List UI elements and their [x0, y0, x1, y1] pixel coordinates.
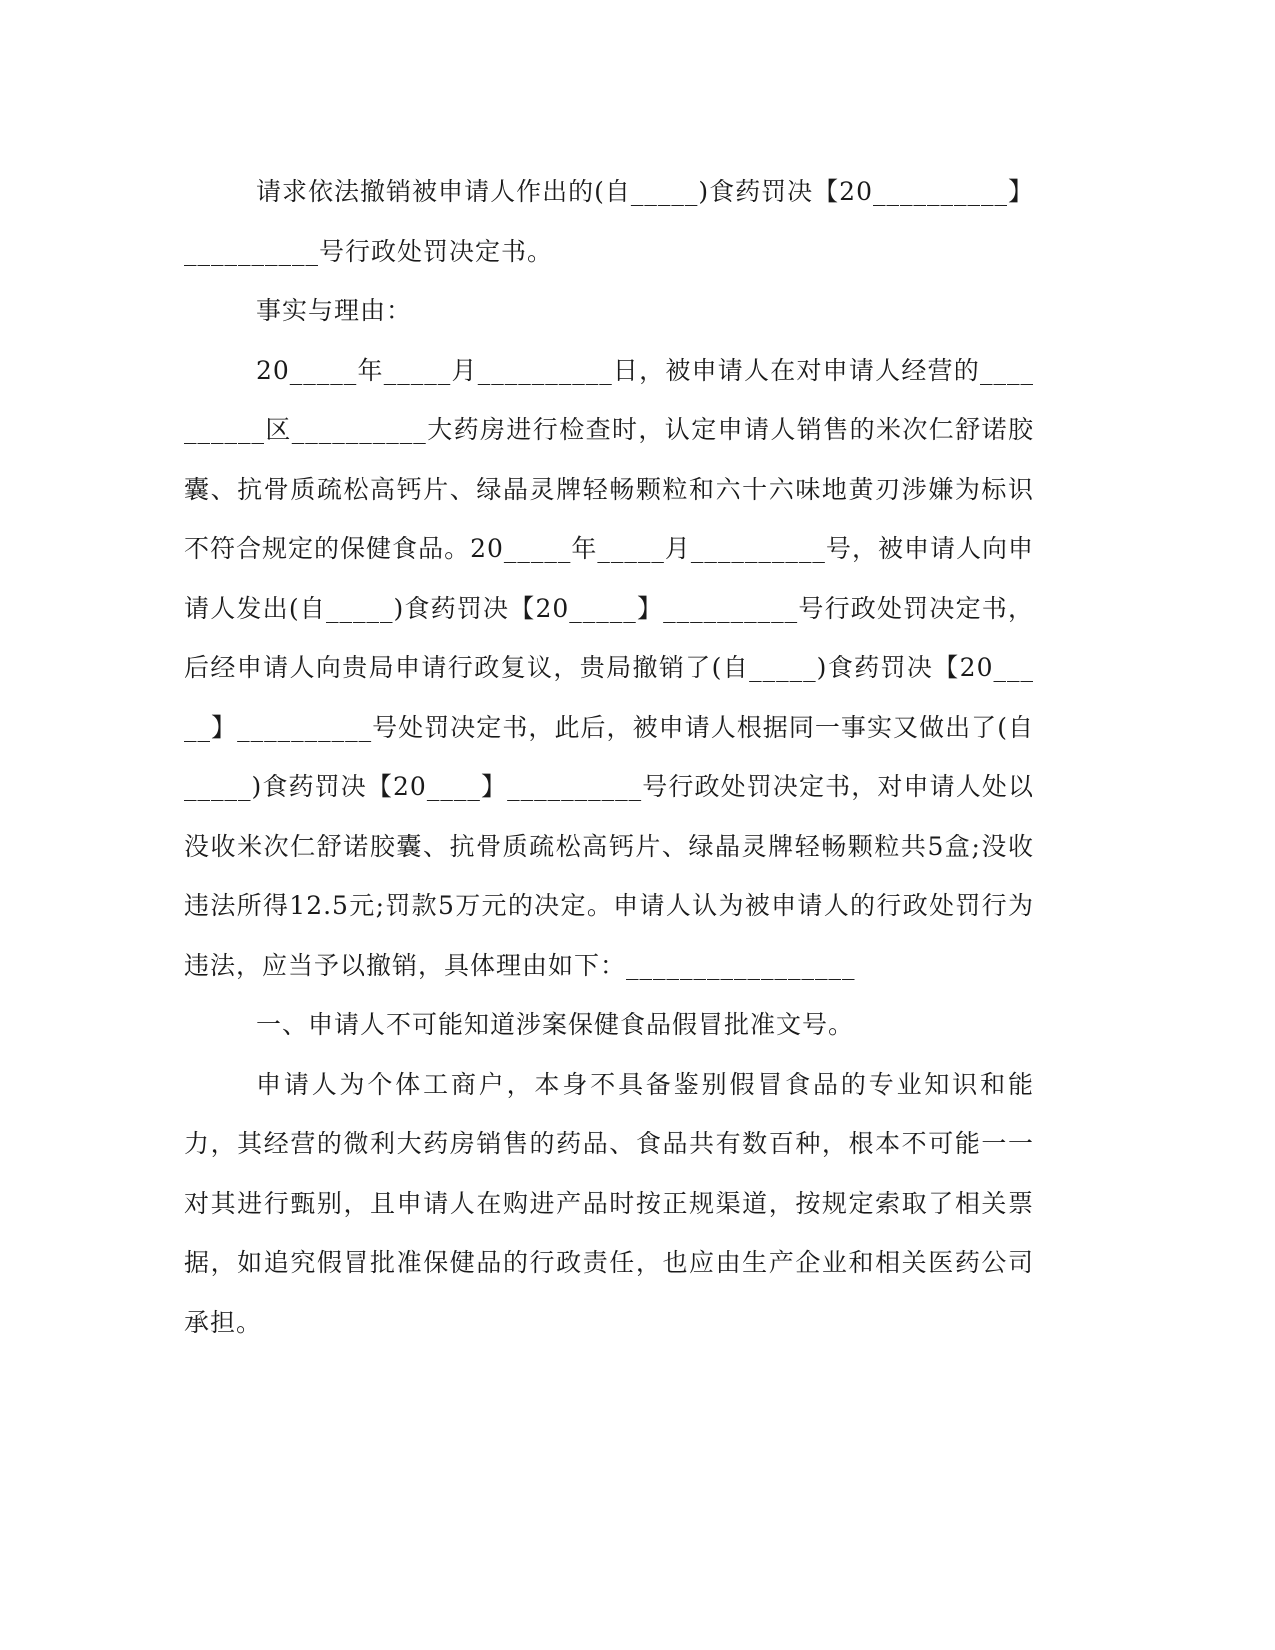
document-body [184, 162, 1034, 1352]
reason-one-heading: 一、申请人不可能知道涉案保健食品假冒批准文号。 [256, 1010, 855, 1039]
facts-heading: 事实与理由： [256, 296, 413, 325]
facts-paragraph: 20_____年_____月__________日，被申请人在对申请人经营的__________区__________大药房进行检查时，认定申请人销售的米次仁舒诺胶囊、抗骨质疏松高钙片、绿晶灵牌轻畅颗粒和六十六味地黄刃涉嫌为标识不符合规定的保健食品。20_____年_____月__________号，被申请人向申请人发出(自_____)食药罚决【20_____】__________号行政处罚决定书，后经申请人向贵局申请行政复议，贵局撤销了(自_____)食药罚决【20_____】__________号处罚决定书，此后，被申请人根据同一事实又做出了(自_____)食药罚决【20____】__________号行政处罚决定书，对申请人处以没收米次仁舒诺胶囊、抗骨质疏松高钙片、绿晶灵牌轻畅颗粒共5盒;没收违法所得12.5元;罚款5万元的决定。申请人认为被申请人的行政处罚行为违法，应当予以撤销，具体理由如下：_________________ [184, 355, 1034, 980]
reason-one-paragraph: 申请人为个体工商户，本身不具备鉴别假冒食品的专业知识和能力，其经营的微利大药房销售的药品、食品共有数百种，根本不可能一一对其进行甄别，且申请人在购进产品时按正规渠道，按规定索取了相关票据，如追究假冒批准保健品的行政责任，也应由生产企业和相关医药公司承担。 [184, 1069, 1034, 1337]
request-paragraph: 请求依法撤销被申请人作出的(自_____)食药罚决【20__________】__________号行政处罚决定书。 [184, 177, 1034, 266]
